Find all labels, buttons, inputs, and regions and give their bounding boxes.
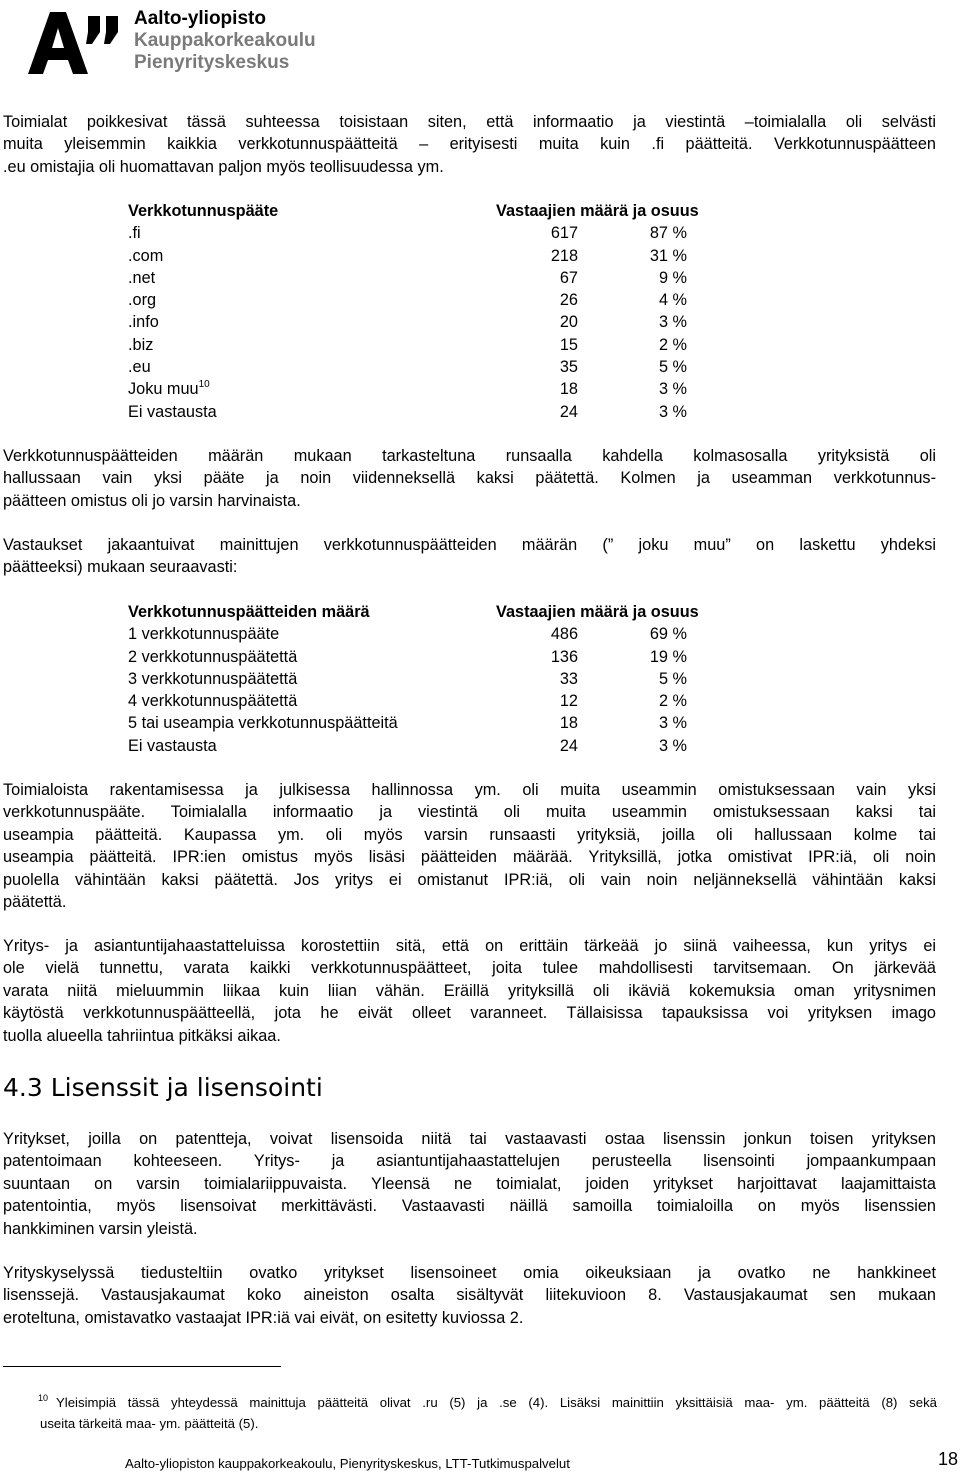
row-label-text: Ei vastausta xyxy=(128,736,217,755)
table-header-row xyxy=(128,601,740,623)
row-label-text: 1 verkkotunnuspääte xyxy=(128,625,280,644)
respondent-count: 33 xyxy=(559,669,578,688)
respondent-share: 3 % xyxy=(658,714,687,733)
text-line: Toimialoista rakentamisessa ja julkisessa hallinnossa ym. oli muita useammin omistuksessaan vain yksi xyxy=(3,781,936,799)
respondent-share: 31 % xyxy=(649,246,687,265)
row-label-text: Ei vastausta xyxy=(128,402,217,421)
table-row xyxy=(128,356,740,378)
respondent-count: 20 xyxy=(559,313,578,332)
column-header: Verkkotunnuspäätteiden määrä xyxy=(128,603,370,621)
text-line: päätettä. xyxy=(3,892,67,911)
row-label-text: 4 verkkotunnuspäätettä xyxy=(128,692,298,711)
text-line: hankkiminen varsin yleistä. xyxy=(3,1219,198,1238)
paragraph xyxy=(3,935,936,1047)
respondent-count: 136 xyxy=(550,647,578,666)
page-footer: Aalto-yliopiston kauppakorkeakoulu, Pienyrityskeskus, LTT-Tutkimuspalvelut xyxy=(125,1456,570,1471)
row-label xyxy=(128,668,297,690)
respondent-share: 5 % xyxy=(658,358,687,377)
text-line: päätteeksi) mukaan seuraavasti: xyxy=(3,558,238,577)
respondent-share: 5 % xyxy=(658,669,687,688)
domain-suffix-table xyxy=(128,200,740,423)
row-label-text: .com xyxy=(128,246,164,265)
respondent-count: 24 xyxy=(559,402,578,421)
table-row xyxy=(128,378,740,400)
text-line: patentointia, myös lisensoivat merkittävästi. Vastaavasti näillä samoilla toimialoilla on myös lisenssien xyxy=(3,1197,936,1216)
respondent-count: 15 xyxy=(559,335,578,354)
paragraph xyxy=(3,534,936,579)
respondent-count: 486 xyxy=(550,625,578,644)
text-line: Yritykset, joilla on patentteja, voivat lisensoida niitä tai vastaavasti ostaa lisenssin jonkun toisen yrityksen xyxy=(3,1130,936,1148)
row-label-text: .info xyxy=(128,313,159,332)
respondent-count: 67 xyxy=(559,268,578,287)
text-line: eroteltuna, omistavatko vastaajat IPR:iä vai eivät, on esitetty kuviossa 2. xyxy=(3,1308,524,1327)
text-line: ole vielä tunnettu, varata kaikki verkkotunnuspäätteet, joita tulee mahdollisesti tarvitsemaan. On järkevää xyxy=(3,959,936,978)
row-label xyxy=(128,623,279,645)
row-label xyxy=(128,289,156,311)
table-row xyxy=(128,222,740,244)
university-logo xyxy=(28,8,358,74)
footnote-line: Yleisimpiä tässä yhteydessä mainittuja päätteitä olivat .ru (5) ja .se (4). Lisäksi mainittiin yksittäisiä maa- ym. päätteitä (8) sekä xyxy=(56,1395,937,1410)
respondent-count: 24 xyxy=(559,736,578,755)
text-line: päätteen omistus oli jo varsin harvinaista. xyxy=(3,491,301,510)
row-label xyxy=(128,690,297,712)
logo-line-1: Aalto-yliopisto xyxy=(134,8,266,29)
row-label xyxy=(128,401,217,423)
text-line: Yrityskyselyssä tiedusteltiin ovatko yritykset lisensoineet omia oikeuksiaan ja ovatko ne hankkineet xyxy=(3,1264,936,1282)
paragraph xyxy=(3,1128,936,1240)
column-header: Vastaajien määrä ja osuus xyxy=(496,603,699,621)
footnote-number: 10 xyxy=(38,1393,49,1403)
respondent-share: 3 % xyxy=(658,402,687,421)
footnote xyxy=(40,1392,937,1434)
row-label xyxy=(128,334,153,356)
row-label-text: .org xyxy=(128,291,157,310)
row-label xyxy=(128,222,141,244)
text-line: puolella vähintään kaksi päätettä. Jos yritys ei omistanut IPR:iä, oli vain noin neljänneksellä vähintään kaksi xyxy=(3,870,936,889)
paragraph xyxy=(3,779,936,913)
table-row xyxy=(128,646,740,668)
row-label xyxy=(128,712,398,734)
respondent-count: 218 xyxy=(550,246,578,265)
page-number: 18 xyxy=(937,1449,958,1469)
respondent-share: 69 % xyxy=(649,625,687,644)
respondent-share: 2 % xyxy=(658,335,687,354)
text-line: Yritys- ja asiantuntijahaastatteluissa korostettiin sitä, että on erittäin tärkeää jo siinä vaiheessa, kun yritys ei xyxy=(3,937,936,955)
table-row xyxy=(128,311,740,333)
text-line: muita yleisemmin kaikkia verkkotunnuspäätteitä – erityisesti muita kuin .fi päätteitä. Verkkotunnuspäätteen xyxy=(3,135,936,154)
aalto-a-logo-icon xyxy=(28,12,120,74)
footnote-line: useita tärkeitä maa- ym. päätteitä (5). xyxy=(40,1416,259,1431)
respondent-share: 2 % xyxy=(658,692,687,711)
respondent-count: 12 xyxy=(559,692,578,711)
logo-line-3: Pienyrityskeskus xyxy=(134,52,290,73)
respondent-share: 4 % xyxy=(658,291,687,310)
respondent-share: 3 % xyxy=(658,380,687,399)
table-row xyxy=(128,623,740,645)
text-line: lisenssejä. Vastausjakaumat koko aineiston osalta sisältyvät liitekuvioon 8. Vastausjakaumat sen mukaan xyxy=(3,1286,936,1305)
respondent-share: 9 % xyxy=(658,268,687,287)
text-line: Vastaukset jakaantuivat mainittujen verkkotunnuspäätteiden määrän (” joku muu” on laskettu yhdeksi xyxy=(3,536,936,554)
text-line: käytöstä verkkotunnuspäätteellä, jota he eivät olleet varanneet. Tällaisissa tapauksissa voi yrityksen imago xyxy=(3,1004,936,1023)
row-label xyxy=(128,378,210,400)
logo-text xyxy=(134,8,316,74)
text-line: Verkkotunnuspäätteiden määrän mukaan tarkasteltuna runsaalla kahdella kolmasosalla yrityksistä oli xyxy=(3,447,936,465)
footnote-reference: 10 xyxy=(198,379,210,391)
table-header-row xyxy=(128,200,740,222)
respondent-count: 18 xyxy=(559,380,578,399)
row-label-text: .biz xyxy=(128,335,154,354)
row-label-text: .fi xyxy=(128,224,141,243)
row-label xyxy=(128,735,217,757)
row-label xyxy=(128,356,151,378)
table-row xyxy=(128,690,740,712)
respondent-share: 87 % xyxy=(649,224,687,243)
respondent-share: 19 % xyxy=(649,647,687,666)
column-header: Vastaajien määrä ja osuus xyxy=(496,202,699,220)
row-label-text: 3 verkkotunnuspäätettä xyxy=(128,669,298,688)
paragraph xyxy=(3,445,936,512)
text-line: useampia päätteitä. IPR:ien omistus myös lisäsi päätteiden määrää. Yrityksillä, jotka omistivat IPR:iä, oli noin xyxy=(3,848,936,867)
text-line: tuolla alueella tahriintua pitkäksi aikaa. xyxy=(3,1026,281,1045)
table-row xyxy=(128,267,740,289)
logo-line-2: Kauppakorkeakoulu xyxy=(134,30,316,51)
respondent-count: 35 xyxy=(559,358,578,377)
column-header: Verkkotunnuspääte xyxy=(128,202,279,220)
table-row xyxy=(128,245,740,267)
table-row xyxy=(128,735,740,757)
table-row xyxy=(128,668,740,690)
table-row xyxy=(128,334,740,356)
row-label-text: .net xyxy=(128,268,156,287)
row-label xyxy=(128,267,155,289)
respondent-share: 3 % xyxy=(658,313,687,332)
respondent-share: 3 % xyxy=(658,736,687,755)
respondent-count: 617 xyxy=(550,224,578,243)
text-line: verkkotunnuspääte. Toimialalla informaatio ja viestintä oli muita useammin omistuksessaan kaksi tai xyxy=(3,803,936,822)
text-line: Toimialat poikkesivat tässä suhteessa toisistaan siten, että informaatio ja viestintä –toimialalla oli selvästi xyxy=(3,113,936,131)
text-line: .eu omistajia oli huomattavan paljon myös teollisuudessa ym. xyxy=(3,157,444,176)
row-label-text: .eu xyxy=(128,358,151,377)
footnote-divider xyxy=(3,1366,281,1367)
paragraph xyxy=(3,1262,936,1329)
row-label xyxy=(128,311,159,333)
section-heading: 4.3 Lisenssit ja lisensointi xyxy=(3,1073,323,1102)
text-line: suuntaan on varsin toimialariippuvaista. Yleensä ne toimialat, joiden yritykset harjoittavat laajamittaista xyxy=(3,1174,936,1193)
respondent-count: 18 xyxy=(559,714,578,733)
row-label xyxy=(128,245,163,267)
row-label-text: Joku muu xyxy=(128,380,199,399)
text-line: hallussaan vain yksi pääte ja noin viidenneksellä kaksi päätettä. Kolmen ja useamman verkkotunnus- xyxy=(3,469,936,488)
table-row xyxy=(128,712,740,734)
text-line: varata niitä mieluummin liikaa kuin liian vähän. Eräillä yrityksillä oli ikäviä kokemuksia oman yritysnimen xyxy=(3,981,936,1000)
domain-count-table xyxy=(128,601,740,757)
respondent-count: 26 xyxy=(559,291,578,310)
text-line: useampia päätteitä. Kaupassa ym. oli myös varsin runsaasti yrityksiä, joilla oli hallussaan kolme tai xyxy=(3,825,936,844)
row-label xyxy=(128,646,297,668)
row-label-text: 5 tai useampia verkkotunnuspäätteitä xyxy=(128,714,398,733)
table-row xyxy=(128,289,740,311)
row-label-text: 2 verkkotunnuspäätettä xyxy=(128,647,298,666)
intro-paragraph xyxy=(3,111,936,178)
text-line: patentoimaan kohteeseen. Yritys- ja asiantuntijahaastattelujen perusteella lisensointi jompaankumpaan xyxy=(3,1152,936,1171)
table-row xyxy=(128,401,740,423)
